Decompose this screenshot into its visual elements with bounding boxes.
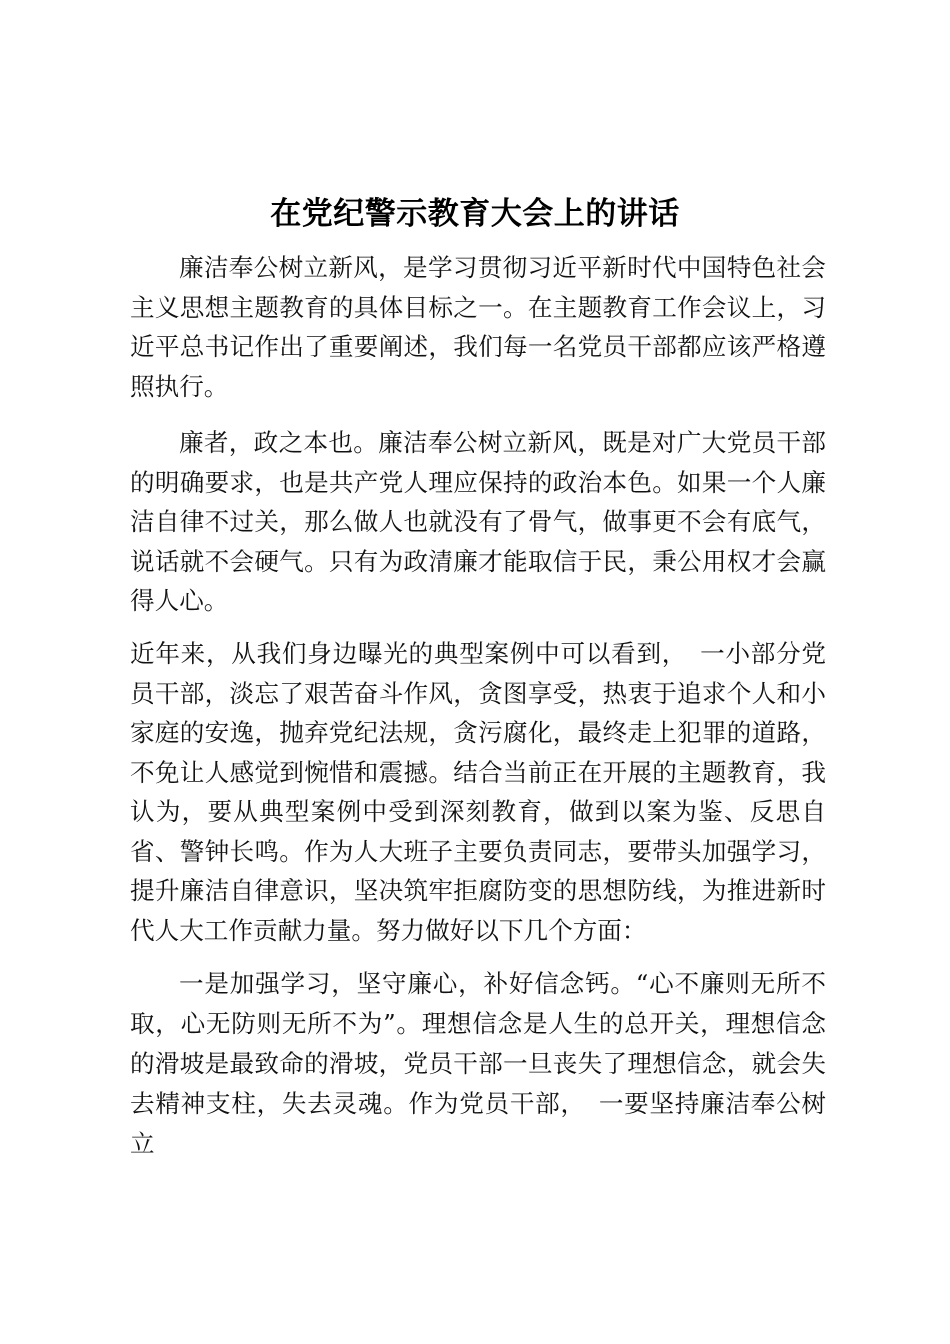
paragraph-2: 廉者，政之本也。廉洁奉公树立新风，既是对广大党员干部的明确要求，也是共产党人理应保持的政治本色。如果一个人廉洁自律不过关，那么做人也就没有了骨气，做事更不会有底气，说话就不会硬气。只有为政清廉才能取信于民，秉公用权才会赢得人心。 [130, 428, 826, 615]
document-title: 在党纪警示教育大会上的讲话 [270, 196, 680, 232]
paragraph-1: 廉洁奉公树立新风，是学习贯彻习近平新时代中国特色社会主义思想主题教育的具体目标之一。在主题教育工作会议上，习近平总书记作出了重要阐述，我们每一名党员干部都应该严格遵照执行。 [130, 253, 826, 401]
paragraph-3: 近年来，从我们身边曝光的典型案例中可以看到， 一小部分党员干部，淡忘了艰苦奋斗作风，贪图享受，热衷于追求个人和小家庭的安逸，抛弃党纪法规，贪污腐化，最终走上犯罪的道路，不免让人感觉到惋惜和震撼。结合当前正在开展的主题教育，我认为，要从典型案例中受到深刻教育，做到以案为鉴、反思自省、警钟长鸣。作为人大班子主要负责同志，要带头加强学习，提升廉洁自律意识，坚决筑牢拒腐防变的思想防线，为推进新时代人大工作贡献力量。努力做好以下几个方面： [130, 639, 826, 945]
paragraph-4: 一是加强学习，坚守廉心，补好信念钙。“心不廉则无所不取，心无防则无所不为”。理想信念是人生的总开关，理想信念的滑坡是最致命的滑坡，党员干部一旦丧失了理想信念，就会失去精神支柱，失去灵魂。作为党员干部， 一要坚持廉洁奉公树立 [130, 969, 826, 1158]
